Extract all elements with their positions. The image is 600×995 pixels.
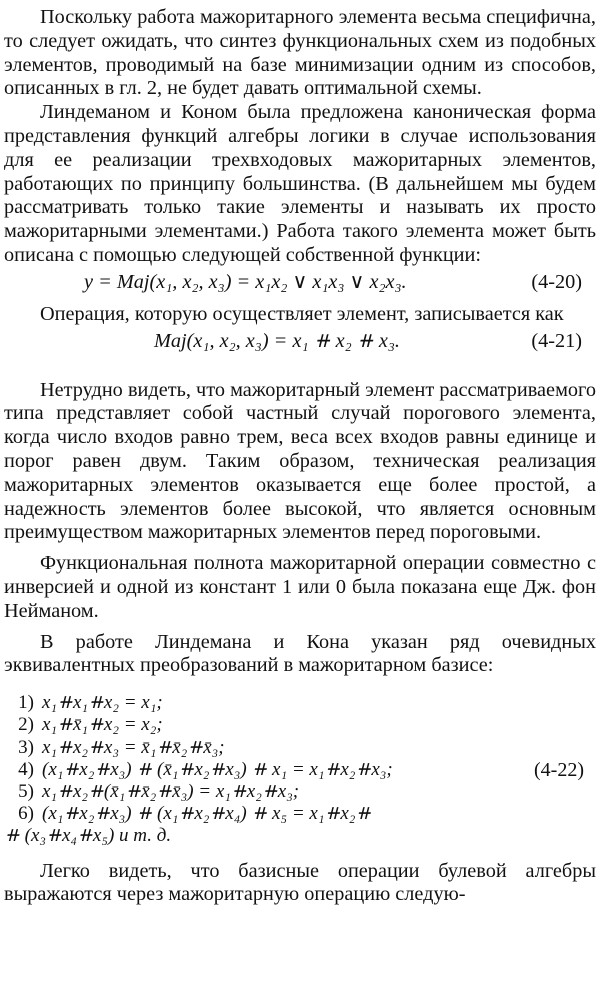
equation-4-20 bbox=[4, 268, 596, 296]
transformation-item: 5) x₁⧺x₂⧺(x̄₁⧺x̄₂⧺x̄₃) = x₁⧺x₂⧺x₃; bbox=[18, 780, 300, 802]
equation-4-21-formula: Maj(x₁, x₂, x₃) = x₁ ⧺ x₂ ⧺ x₃. bbox=[154, 329, 400, 352]
paragraph-4: Нетрудно видеть, что мажоритарный элемент рассматриваемого типа представляет собой частный случай порогового элемента, когда число входов равно трем, веса всех входов равны единице и порог равен двум. Таким образом, техническая реализация мажоритарных элементов оказывается еще более простой, а надежность элементов более высокой, что является основным преимуществом мажоритарных элементов перед пороговыми. bbox=[4, 378, 596, 544]
transformation-formula: (x₁⧺x₂⧺x₃) ⧺ (x₁⧺x₂⧺x₄) ⧺ x₅ = x₁⧺x₂⧺ bbox=[42, 803, 372, 825]
transformation-item: 1) x₁⧺x₁⧺x₂ = x₁; bbox=[18, 692, 163, 714]
transformation-item: 6) (x₁⧺x₂⧺x₃) ⧺ (x₁⧺x₂⧺x₄) ⧺ x₅ = x₁⧺x₂⧺ bbox=[18, 803, 372, 825]
paragraph-5: Функциональная полнота мажоритарной операции совместно с инверсией и одной из констант 1 или 0 была показана еще Дж. фон Нейманом. bbox=[4, 552, 596, 622]
transformation-formula: x₁⧺x₁⧺x₂ = x₁; bbox=[42, 692, 163, 714]
transformation-item: 2) x₁⧺x̄₁⧺x₂ = x₂; bbox=[18, 714, 163, 736]
paragraph-6: В работе Линдемана и Кона указан ряд очевидных эквивалентных преобразований в мажоритарном базисе: bbox=[4, 630, 596, 677]
transformation-formula: x₁⧺x₂⧺(x̄₁⧺x̄₂⧺x̄₃) = x₁⧺x₂⧺x₃; bbox=[42, 780, 300, 802]
transformation-formula: (x₁⧺x₂⧺x₃) ⧺ (x̄₁⧺x₂⧺x₃) ⧺ x₁ = x₁⧺x₂⧺x₃; bbox=[42, 758, 393, 780]
transformations-list bbox=[4, 692, 596, 847]
equation-4-21-number: (4-21) bbox=[531, 329, 582, 352]
paragraph-1: Поскольку работа мажоритарного элемента весьма специфична, то следует ожидать, что синтез функциональных схем из подобных элементов, проводимый на базе минимизации одним из способов, описанных в гл. 2, не будет давать оптимальной схемы. bbox=[4, 6, 596, 100]
transformation-continuation: ⧺ (x₃⧺x₄⧺x₅) и т. д. bbox=[4, 825, 172, 847]
transformation-formula: x₁⧺x₂⧺x₃ = x̄₁⧺x̄₂⧺x̄₃; bbox=[42, 736, 225, 758]
paragraph-3: Операция, которую осуществляет элемент, записывается как bbox=[40, 302, 564, 325]
equation-4-21 bbox=[4, 327, 596, 355]
transformation-item: 4) (x₁⧺x₂⧺x₃) ⧺ (x̄₁⧺x₂⧺x₃) ⧺ x₁ = x₁⧺x₂⧺x₃; bbox=[18, 758, 393, 780]
paragraph-2: Линдеманом и Коном была предложена каноническая форма представления функций алгебры логики в случае использования для ее реализации трехвходовых мажоритарных элементов, работающих по принципу большинства. (В дальнейшем мы будем рассматривать только такие элементы и называть их просто мажоритарными элементами.) Работа такого элемента может быть описана с помощью следующей собственной функции: bbox=[4, 101, 596, 266]
equation-4-22-number: (4-22) bbox=[534, 759, 584, 782]
transformation-formula: x₁⧺x̄₁⧺x₂ = x₂; bbox=[42, 714, 163, 736]
paragraph-7: Легко видеть, что базисные операции булевой алгебры выражаются через мажоритарную операцию следую- bbox=[4, 859, 596, 906]
equation-4-20-number: (4-20) bbox=[531, 270, 582, 293]
transformation-item: 3) x₁⧺x₂⧺x₃ = x̄₁⧺x̄₂⧺x̄₃; bbox=[18, 736, 225, 758]
equation-4-20-formula: y = Maj(x₁, x₂, x₃) = x₁x₂ ∨ x₁x₃ ∨ x₂x₃. bbox=[84, 270, 407, 293]
